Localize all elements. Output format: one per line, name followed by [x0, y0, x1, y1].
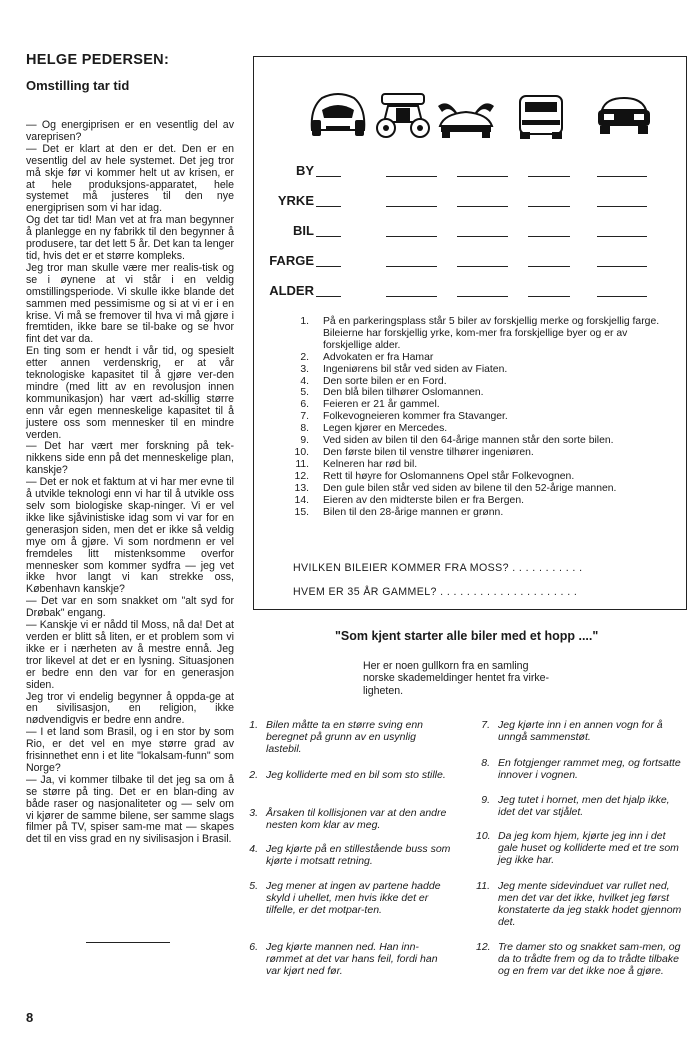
answer-blank-line	[316, 176, 341, 177]
answer-blank-line	[597, 206, 647, 207]
answer-blank-line	[316, 266, 341, 267]
article-paragraph: — Det var en som snakket om "alt syd for Drøbak" engang.	[26, 595, 234, 620]
clue-item	[287, 447, 677, 459]
quote-number: 8.	[481, 757, 490, 769]
answer-blank-line	[528, 206, 570, 207]
gullwing-car-icon	[438, 103, 494, 138]
answer-blank-line	[597, 236, 647, 237]
clue-item	[287, 376, 677, 388]
quote-text: Bilen måtte ta en større sving enn beregnet på grunn av en usynlig lastebil.	[266, 719, 423, 756]
clue-number: 9.	[300, 435, 309, 447]
clue-item	[287, 423, 677, 435]
quote-number: 4.	[249, 843, 258, 855]
clue-item	[287, 387, 677, 399]
quote-text: Jeg mener at ingen av partene hadde skyld i uhellet, men hvis ikke det er tilfelle, er det motpar-ten.	[266, 880, 441, 917]
article-paragraph: — Og energiprisen er en vesentlig del av vareprisen?	[26, 119, 234, 143]
grid-row-label-car: BIL	[293, 223, 314, 238]
quote-number: 6.	[249, 941, 258, 953]
clue-number: 5.	[300, 387, 309, 399]
clue-item	[287, 411, 677, 423]
answer-blank-line	[386, 266, 437, 267]
clue-item	[287, 483, 677, 495]
quote-text: Tre damer sto og snakket sam-men, og da to trådte frem og da to trådte tilbake og en frem var det ikke noe å gjøre.	[498, 941, 681, 978]
answer-blank-line	[316, 236, 341, 237]
article-paragraph: — Kanskje vi er nådd til Moss, nå da! Det at verden er blitt så liten, er et problem som vi ikke er i nærheten av å mestre ennå. Jeg tror likevel at det er en lysning. Situasjonen er bedre enn den var for en generasjon siden.	[26, 619, 234, 691]
car-illustrations	[308, 88, 663, 140]
quote-number: 2.	[249, 769, 258, 781]
quote-number: 3.	[249, 807, 258, 819]
quote-text: Jeg kjørte inn i en annen vogn for å unngå sammenstøt.	[498, 719, 663, 744]
article-end-rule	[86, 942, 170, 943]
clue-text: Ved siden av bilen til den 64-årige mannen står den sorte bilen.	[323, 435, 614, 447]
answer-blank-line	[457, 176, 508, 177]
answer-blank-line	[597, 176, 647, 177]
clue-number: 6.	[300, 399, 309, 411]
article-paragraph: — Det har vært mer forskning på tek-nikkens side enn på det menneskelige plan, kanskje?	[26, 440, 234, 477]
quote-text: Jeg tutet i hornet, men det hjalp ikke, idet det var stjålet.	[498, 794, 670, 819]
clue-item	[287, 495, 677, 507]
clue-number: 12.	[294, 470, 309, 482]
boxy-car-icon	[520, 96, 562, 139]
clue-number: 8.	[300, 423, 309, 435]
grid-row-label-age: ALDER	[269, 283, 314, 298]
puzzle-question-moss: HVILKEN BILEIER KOMMER FRA MOSS? . . . . . . . . . . .	[293, 562, 583, 574]
clue-item	[287, 507, 677, 519]
clue-text: Den sorte bilen er en Ford.	[323, 375, 447, 387]
grid-row-label-city: BY	[295, 163, 314, 178]
answer-blank-line	[597, 266, 647, 267]
clue-item	[287, 316, 677, 352]
clue-text: Rett til høyre for Oslomannens Opel står Folkevognen.	[323, 470, 575, 482]
grid-row-label-color: FARGE	[269, 253, 314, 268]
clue-text: Folkevogneieren kommer fra Stavanger.	[323, 411, 508, 423]
clue-number: 14.	[294, 494, 309, 506]
clue-text: Den første bilen til venstre tilhører ingeniøren.	[323, 446, 534, 458]
article-paragraph: — Det er klart at den er det. Den er en vesentlig del av hele systemet. Det jeg tror må skje før vi kommer helt ut av krisen, er at hele produksjons-apparatet, hele systemet må justeres til den nye energiprisen som vi har idag.	[26, 142, 234, 215]
quote-number: 5.	[249, 880, 258, 892]
clue-text: Ingeniørens bil står ved siden av Fiaten.	[323, 363, 508, 375]
article-paragraph: — I et land som Brasil, og i en stor by som Rio, er det vel en mye større grad av frisinnethet enn i et lite "lokalsam-funn" som Norge?	[26, 726, 234, 774]
quote-text: Jeg mente sidevinduet var rullet ned, men det var det ikke, hvilket jeg først konstaterte da jeg stakk hodet gjennom det.	[498, 880, 682, 929]
clue-item	[287, 399, 677, 411]
quote-text: En fotgjenger rammet meg, og fortsatte innover i vognen.	[498, 757, 681, 782]
quotes-intro: Her er noen gullkorn fra en samling norske skademeldinger hentet fra virke-ligheten.	[363, 660, 550, 697]
quote-number: 1.	[249, 719, 258, 731]
clue-number: 2.	[300, 351, 309, 363]
quote-number: 11.	[476, 880, 490, 892]
answer-blank-line	[528, 266, 570, 267]
clue-item	[287, 459, 677, 471]
answer-blank-line	[457, 206, 508, 207]
clue-text: Bilen til den 28-årige mannen er grønn.	[323, 506, 504, 518]
quote-number: 9.	[481, 794, 490, 806]
clue-text: Eieren av den midterste bilen er fra Bergen.	[323, 494, 524, 506]
clue-number: 1.	[300, 316, 309, 327]
answer-blank-line	[528, 296, 570, 297]
clue-text: Den gule bilen står ved siden av bilene til den 52-årige mannen.	[323, 482, 617, 494]
quote-text: Årsaken til kollisjonen var at den andre nesten kom klar av meg.	[266, 807, 447, 832]
article-paragraph: Jeg tror man skulle være mer realis-tisk og se i øynene at vi står i en veldig omstillingsperiode. Vi skulle ikke blande det sammen med pessimisme og si at vi er i en krise. Vi må se fremover til hva vi må gjøre i fremtiden, ikke bare se til-bake og se hvor fint det var da.	[26, 261, 234, 346]
answer-blank-line	[528, 176, 570, 177]
quote-text: Jeg kjørte mannen ned. Han inn-rømmet at det var hans feil, fordi han var kjørt ned før.	[266, 941, 438, 978]
beetle-car-icon	[312, 94, 365, 136]
clue-number: 13.	[294, 482, 309, 494]
quote-text: Jeg kjørte på en stillestående buss som kjørte i motsatt retning.	[266, 843, 451, 868]
clue-text: Advokaten er fra Hamar	[323, 351, 434, 363]
answer-blank-line	[386, 296, 437, 297]
clue-number: 11.	[295, 458, 309, 470]
clue-number: 15.	[294, 506, 309, 518]
quote-number: 10.	[476, 830, 491, 842]
article-body	[26, 120, 234, 846]
article-paragraph: Jeg tror vi endelig begynner å oppda-ge at en sivilisasjon, en religion, ikke nødvendigvis er bedre enn andre.	[26, 690, 234, 727]
clue-number: 4.	[300, 375, 309, 387]
clue-text: Kelneren har rød bil.	[323, 458, 418, 470]
clue-text: På en parkeringsplass står 5 biler av forskjellig merke og forskjellig farge. Bileierne har forskjellig yrke, kom-mer fra forskjellige byer og er av forskjellige alder.	[323, 316, 660, 351]
answer-blank-line	[386, 176, 437, 177]
clue-text: Den blå bilen tilhører Oslomannen.	[323, 387, 484, 399]
answer-blank-line	[457, 266, 508, 267]
article-author: HELGE PEDERSEN:	[26, 52, 170, 68]
quote-text: Da jeg kom hjem, kjørte jeg inn i det gale huset og kolliderte med et tre som jeg ikke har.	[498, 830, 679, 867]
clue-item	[287, 364, 677, 376]
article-paragraph: — Ja, vi kommer tilbake til det jeg sa om å se større på ting. Det er en blan-ding av både raser og nasjonaliteter og — selv om vi kjører de samme bilene, ser samme slags filmer på TV, spiser sam-me mat — skapes det til en viss grad en ny sivilisasjon i Brasil.	[26, 773, 234, 846]
answer-blank-line	[457, 236, 508, 237]
puzzle-question-age-35: HVEM ER 35 ÅR GAMMEL? . . . . . . . . . . . . . . . . . . . . .	[293, 586, 578, 598]
quote-text: Jeg kolliderte med en bil som sto stille.	[266, 769, 446, 781]
clue-number: 3.	[300, 363, 309, 375]
clue-item	[287, 352, 677, 364]
answer-blank-line	[316, 296, 341, 297]
answer-blank-line	[386, 206, 437, 207]
quote-number: 12.	[476, 941, 491, 953]
answer-blank-line	[386, 236, 437, 237]
page-number: 8	[26, 1010, 34, 1025]
answer-blank-line	[316, 206, 341, 207]
sedan-car-icon	[598, 98, 650, 134]
vintage-car-icon	[377, 94, 429, 137]
article-paragraph: — Det er nok et faktum at vi har mer evne til å utvikle teknologi enn vi har til å utvikle oss selv som biologiske skap-ninger. Vi er vel ikke like sjåvinistiske idag som vi var for en generasjon siden, men det er ikke så veldig mye om å gjøre. Vi som nordmenn er vel fremdeles litt mistenksomme overfor mennesker som kommer sydfra — jeg vet ikke hvor langt vi kan strekke oss, København kanskje?	[26, 476, 234, 596]
clue-text: Legen kjører en Mercedes.	[323, 423, 448, 435]
clue-list	[287, 316, 677, 518]
clue-item	[287, 435, 677, 447]
quote-number: 7.	[481, 719, 490, 731]
article-paragraph: En ting som er hendt i vår tid, og spesielt etter annen verdenskrig, er at vår teknologiske kapasitet til å gjøre ver-den mindre (med litt av en revolusjon innen kommunikasjon) har vært ad-skillig større enn vår egen menneskelige kapasitet til å justere oss som mennesker til en mindre verden.	[26, 345, 234, 441]
answer-blank-line	[528, 236, 570, 237]
clue-number: 10.	[294, 446, 309, 458]
grid-row-label-occupation: YRKE	[277, 193, 314, 208]
clue-item	[287, 471, 677, 483]
quotes-heading: "Som kjent starter alle biler med et hopp ...."	[335, 629, 599, 643]
clue-number: 7.	[300, 411, 309, 423]
answer-blank-line	[457, 296, 508, 297]
answer-blank-line	[597, 296, 647, 297]
article-subtitle: Omstilling tar tid	[26, 78, 130, 93]
clue-text: Feieren er 21 år gammel.	[323, 399, 440, 411]
article-paragraph: Og det tar tid! Man vet at fra man begynner å planlegge en ny fabrikk til den begynner å produsere, tar det lett 5 år. Det kan ta lenger tid, hvis det er et større kompleks.	[26, 214, 234, 262]
